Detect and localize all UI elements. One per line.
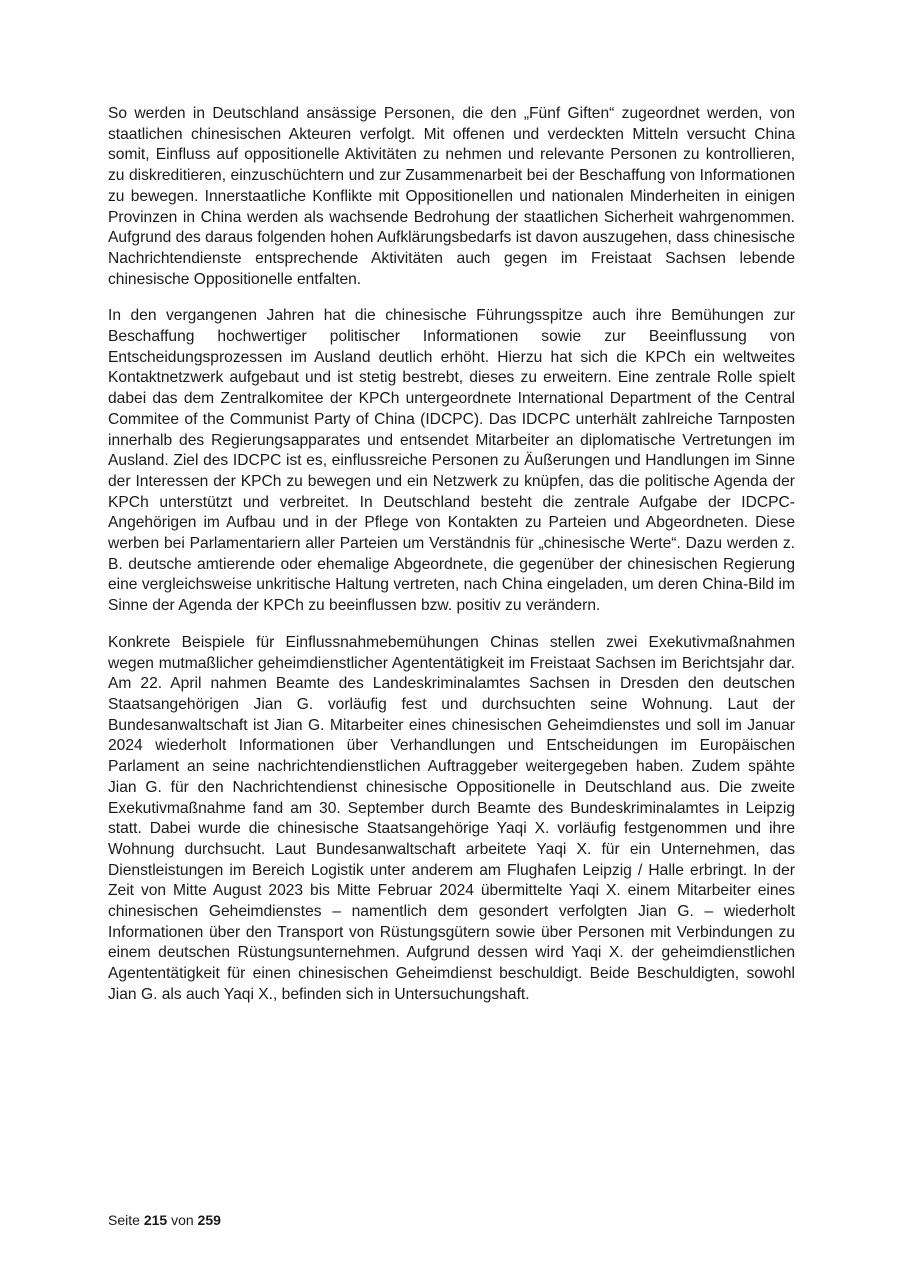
- footer-total-pages: 259: [197, 1212, 221, 1228]
- body-paragraph-3: Konkrete Beispiele für Einflussnahmebemühungen Chinas stellen zwei Exekutivmaßnahmen wegen mutmaßlicher geheimdienstlicher Agententätigkeit im Freistaat Sachsen im Berichtsjahr dar. Am 22. April nahmen Beamte des Landeskriminalamtes Sachsen in Dresden den deutschen Staatsangehörigen Jian G. vorläufig fest und durchsuchten seine Wohnung. Laut der Bundesanwaltschaft ist Jian G. Mitarbeiter eines chinesischen Geheimdienstes und soll im Januar 2024 wiederholt Informationen über Verhandlungen und Entscheidungen im Europäischen Parlament an seine nachrichtendienstlichen Auftraggeber weitergegeben haben. Zudem spähte Jian G. für den Nachrichtendienst chinesische Oppositionelle in Deutschland aus. Die zweite Exekutivmaßnahme fand am 30. September durch Beamte des Bundeskriminalamtes in Leipzig statt. Dabei wurde die chinesische Staatsangehörige Yaqi X. vorläufig festgenommen und ihre Wohnung durchsucht. Laut Bundesanwaltschaft arbeitete Yaqi X. für ein Unternehmen, das Dienstleistungen im Bereich Logistik unter anderem am Flughafen Leipzig / Halle erbringt. In der Zeit von Mitte August 2023 bis Mitte Februar 2024 übermittelte Yaqi X. einem Mitarbeiter eines chinesischen Geheimdienstes – namentlich dem gesondert verfolgten Jian G. – wiederholt Informationen über den Transport von Rüstungsgütern sowie über Personen mit Verbindungen zu einem deutschen Rüstungsunternehmen. Aufgrund dessen wird Yaqi X. der geheimdienstlichen Agententätigkeit für einen chinesischen Geheimdienst beschuldigt. Beide Beschuldigten, sowohl Jian G. als auch Yaqi X., befinden sich in Untersuchungshaft.: [108, 633, 795, 1003]
- page-body: [108, 104, 795, 1022]
- body-paragraph-2: In den vergangenen Jahren hat die chinesische Führungsspitze auch ihre Bemühungen zur Beschaffung hochwertiger politischer Informationen sowie zur Beeinflussung von Entscheidungsprozessen im Ausland deutlich erhöht. Hierzu hat sich die KPCh ein weltweites Kontaktnetzwerk aufgebaut und ist stetig bestrebt, dieses zu erweitern. Eine zentrale Rolle spielt dabei das dem Zentralkomitee der KPCh untergeordnete International Department of the Central Commitee of the Communist Party of China (IDCPC). Das IDCPC unterhält zahlreiche Tarnposten innerhalb des Regierungsapparates und entsendet Mitarbeiter an diplomatische Vertretungen im Ausland. Ziel des IDCPC ist es, einflussreiche Personen zu Äußerungen und Handlungen im Sinne der Interessen der KPCh zu bewegen und ein Netzwerk zu knüpfen, das die politische Agenda der KPCh unterstützt und verbreitet. In Deutschland besteht die zentrale Aufgabe der IDCPC-Angehörigen im Aufbau und in der Pflege von Kontakten zu Parteien und Abgeordneten. Diese werben bei Parlamentariern aller Parteien um Verständnis für „chinesische Werte“. Dazu werden z. B. deutsche amtierende oder ehemalige Abgeordnete, die gegenüber der chinesischen Regierung eine vergleichsweise unkritische Haltung vertreten, nach China eingeladen, um deren China-Bild im Sinne der Agenda der KPCh zu beeinflussen bzw. positiv zu verändern.: [108, 307, 795, 615]
- footer-middle: von: [171, 1212, 194, 1228]
- footer-prefix: Seite: [108, 1212, 140, 1228]
- page-footer: [108, 1212, 221, 1228]
- footer-current-page: 215: [143, 1212, 168, 1228]
- body-paragraph-1: So werden in Deutschland ansässige Personen, die den „Fünf Giften“ zugeordnet werden, von staatlichen chinesischen Akteuren verfolgt. Mit offenen und verdeckten Mitteln versucht China somit, Einfluss auf oppositionelle Aktivitäten zu nehmen und relevante Personen zu kontrollieren, zu diskreditieren, einzuschüchtern und zur Zusammenarbeit bei der Beschaffung von Informationen zu bewegen. Innerstaatliche Konflikte mit Oppositionellen und nationalen Minderheiten in einigen Provinzen in China werden als wachsende Bedrohung der staatlichen Sicherheit wahrgenommen. Aufgrund des daraus folgenden hohen Aufklärungsbedarfs ist davon auszugehen, dass chinesische Nachrichtendienste entsprechende Aktivitäten auch gegen im Freistaat Sachsen lebende chinesische Oppositionelle entfalten.: [108, 105, 795, 288]
